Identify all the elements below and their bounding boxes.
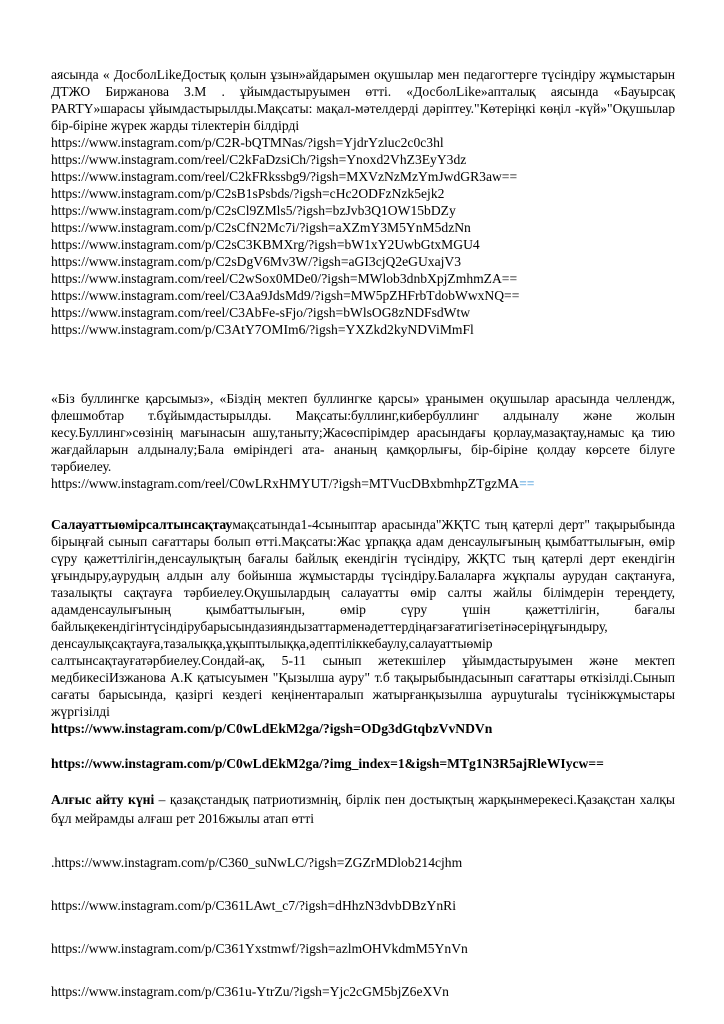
section4-link[interactable]: https://www.instagram.com/p/C361LAwt_c7/?igsh=dHhzN3dvbDBzYnRi: [51, 898, 457, 913]
section3-paragraph: [51, 516, 675, 720]
section1-link[interactable]: https://www.instagram.com/p/C2sB1sPsbds/?igsh=cHc2ODFzNzk5ejk2: [51, 186, 445, 201]
section4-text: – қазақстандық патриотизмнің, бірлік пен достықтың жарқынмерекесі.Қазақстан халқы бұл мейрамды алғаш рет 2016жылы атап өтті: [51, 792, 675, 826]
section1-link-list: [51, 134, 675, 338]
section3-text: мақсатында1-4сыныптар арасында"ЖҚТС тың қатерлі дерт" тақырыбында бірыңғай сынып сағаттары болып өтті.Мақсаты:Жас ұрпаққа адам денсаулығының қымбаттылығын, өмір сүру қажеттілігін,денсаулықтың бағалы байлық екендігін түсіндіру, ЖҚТС тың қатерлі дерт екендігін ұғындыру,аурудың алдын алу бойынша жұмыстарды түсіндіру.Балаларға жұқпалы аурудан сақтануға, тазалықты сақтауға тәрбиелеу.Оқушылардың салауатты өмір салты жайлы білімдерін тереңдету, адамденсаулығының қымбаттылығын, өмір сүру үшін қажеттілігін, бағалы байлықекендігінтүсіндірубарысындазияндызаттарменәдеттердіңағзағатигізетінәсеріңұғындыру, денсаулықсақтауға,тазалыққа,ұқыптылыққа,әдептіліккебаулу,салауаттыөмір салтынсақтауғатәрбиелеу.Сондай-ақ, 5-11 сынып жетекшілер ұйымдастыруымен және мектеп медбикесіИзжанова А.К қатысуымен "Қызылша ауру" т.б тақырыбындасынып сағаттары өткізілді.Сынып сағаты барысында, қазіргі кездегі кеңінентаралып жатырғанқызылша аурuyturalы түсінікжұмыстары жүргізілді: [51, 517, 675, 719]
section4-link[interactable]: https://www.instagram.com/p/C361u-YtrZu/?igsh=Yjc2cGM5bjZ6eXVn: [51, 984, 449, 999]
section1-link[interactable]: https://www.instagram.com/reel/C2wSox0MDe0/?igsh=MWlob3dnbXpjZmhmZA==: [51, 271, 518, 286]
section1-link[interactable]: https://www.instagram.com/p/C3AtY7OMIm6/?igsh=YXZkd2kyNDViMmFl: [51, 322, 474, 337]
section2-link-tail[interactable]: ==: [519, 476, 535, 491]
section3-link-1[interactable]: https://www.instagram.com/p/C0wLdEkM2ga/?igsh=ODg3dGtqbzVvNDVn: [51, 721, 493, 736]
section4-link[interactable]: https://www.instagram.com/p/C361Yxstmwf/?igsh=azlmOHVkdmM5YnVn: [51, 941, 468, 956]
section1-link[interactable]: https://www.instagram.com/p/C2R-bQTMNas/?igsh=YjdrYzluc2c0c3hl: [51, 135, 444, 150]
section1-link[interactable]: https://www.instagram.com/reel/C3Aa9JdsMd9/?igsh=MW5pZHFrbTdobWwxNQ==: [51, 288, 520, 303]
section2-text: «Біз буллингке қарсымыз», «Біздің мектеп буллингке қарсы» ұранымен оқушылар арасында челлендж, флешмобтар т.бұйымдастырылды. Мақсаты:буллинг,кибербуллинг алдыналу және жолын кесу.Буллинг»сөзінің мағынасын ашу,таныту;Жасөспірімдер арасындағы қорлау,мазақтау,намыс қа тию жағдайларын алдыналу;Бала өміріндегі ата- ананың қамқорлығы, бір-біріне қолдау көрсете білуге тәрбиелеу.: [51, 391, 675, 474]
section1-link[interactable]: https://www.instagram.com/p/C2sCl9ZMls5/?igsh=bzJvb3Q1OW15bDZy: [51, 203, 456, 218]
section1-link[interactable]: https://www.instagram.com/reel/C3AbFe-sFjo/?igsh=bWlsOG8zNDFsdWtw: [51, 305, 471, 320]
section2-link[interactable]: [51, 475, 675, 492]
section1-link[interactable]: https://www.instagram.com/reel/C2kFaDzsiCh/?igsh=Ynoxd2VhZ3EyY3dz: [51, 152, 467, 167]
section1-intro: аясында « ДосболLikeДостық қолын ұзын»айдарымен оқушылар мен педагогтерге түсіндіру жұмыстарын ДТЖО Биржанова З.М . ұйымдастыруымен өтті. «ДосболLike»апталық аясында «Бауырсақ PARTY»шарасы ұйымдастырылды.Мақсаты: мақал-мәтелдерді дәріптеу."Көтеріңкі көңіл -күй»"Оқушылар бір-біріне жүрек жарды тілектерін білдірді: [51, 67, 675, 133]
section3-heading: Салауаттыөмірсалтынсақтау: [51, 517, 233, 532]
section4-paragraph: [51, 790, 675, 828]
section2-link-main[interactable]: https://www.instagram.com/reel/C0wLRxHMYUT/?igsh=MTVucDBxbmhpZTgzMA: [51, 476, 520, 491]
section1-link[interactable]: https://www.instagram.com/p/C2sC3KBMXrg/?igsh=bW1xY2UwbGtxMGU4: [51, 237, 480, 252]
document-page: [51, 66, 675, 1000]
section1-link[interactable]: https://www.instagram.com/p/C2sCfN2Mc7i/?igsh=aXZmY3M5YnM5dzNn: [51, 220, 471, 235]
section4-link[interactable]: .https://www.instagram.com/p/C360_suNwLC/?igsh=ZGZrMDlob214cjhm: [51, 855, 463, 870]
section1-link[interactable]: https://www.instagram.com/reel/C2kFRkssbg9/?igsh=MXVzNzMzYmJwdGR3aw==: [51, 169, 518, 184]
section4-heading: Алғыс айту күні: [51, 792, 155, 807]
section1-link[interactable]: https://www.instagram.com/p/C2sDgV6Mv3W/?igsh=aGI3cjQ2eGUxajV3: [51, 254, 462, 269]
section3-link-2[interactable]: https://www.instagram.com/p/C0wLdEkM2ga/?img_index=1&igsh=MTg1N3R5ajRleWIycw==: [51, 756, 604, 771]
